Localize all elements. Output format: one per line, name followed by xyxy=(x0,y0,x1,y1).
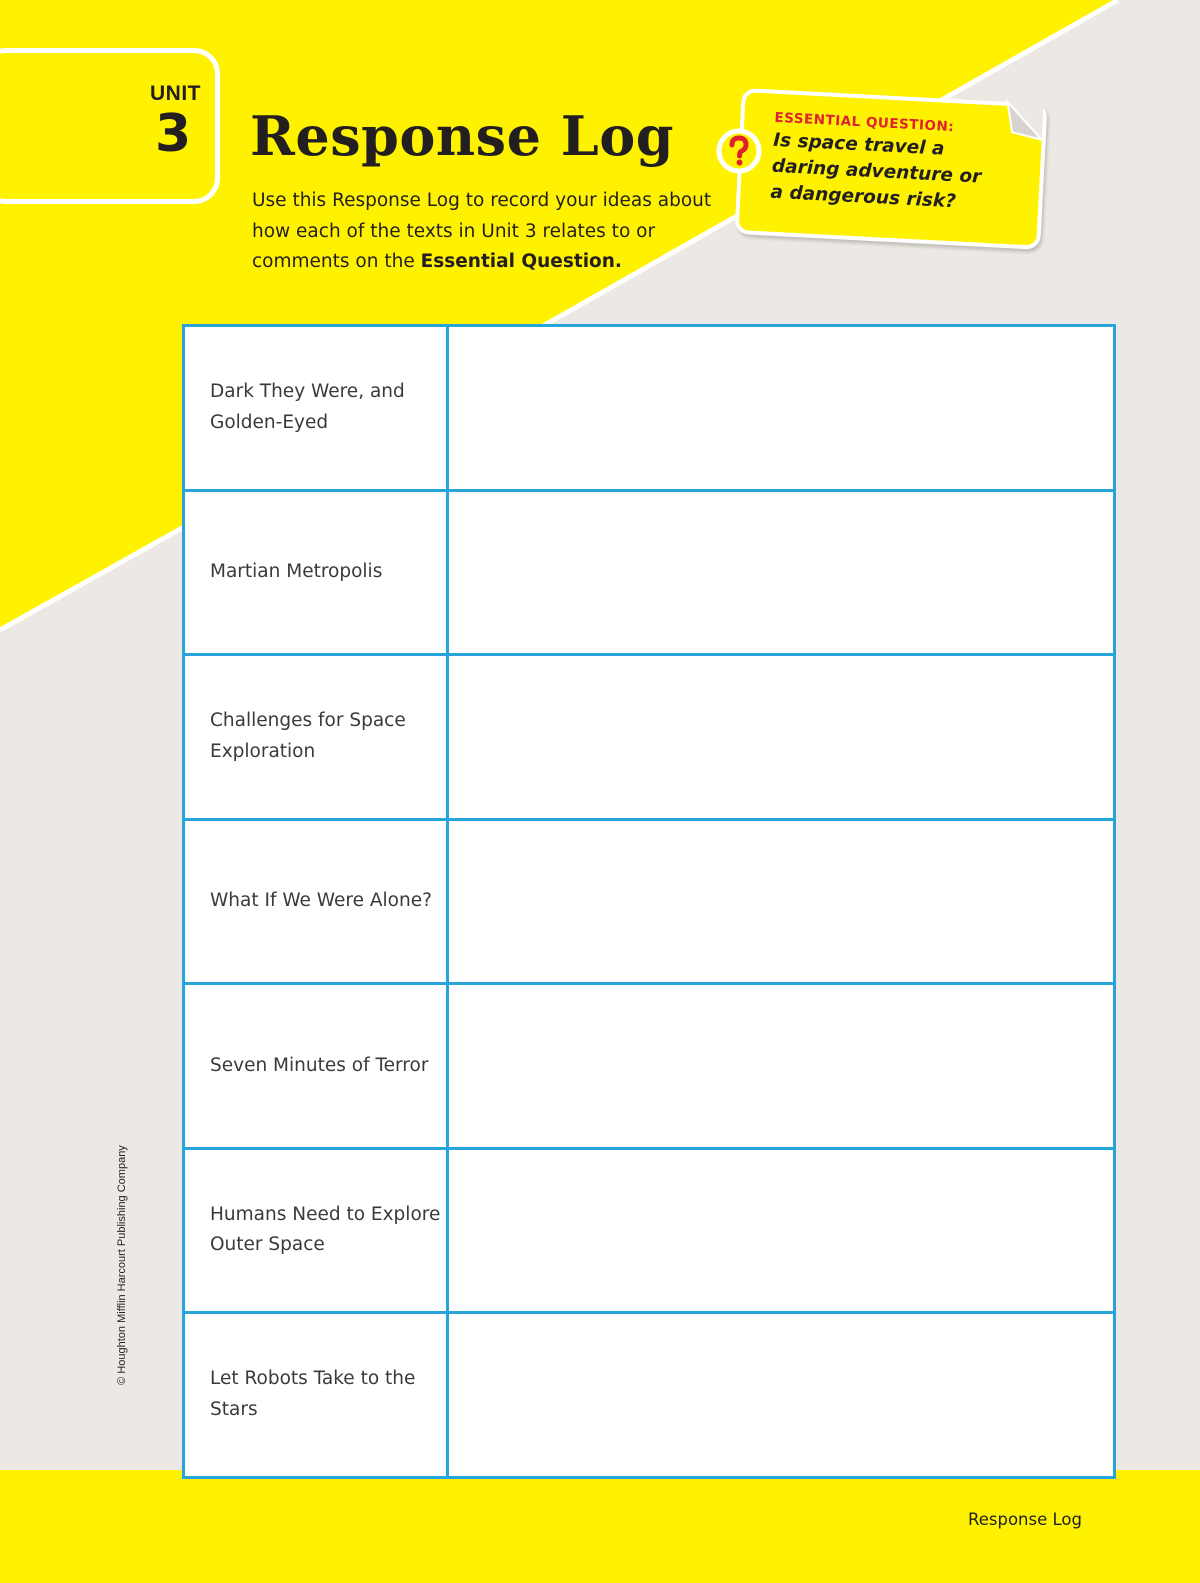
footer-label: Response Log xyxy=(968,1510,1082,1529)
text-title: Let Robots Take to the Stars xyxy=(184,1313,448,1478)
text-title: Humans Need to Explore Outer Space xyxy=(184,1148,448,1313)
unit-label: UNIT xyxy=(150,82,201,105)
text-title: Dark They Were, and Golden-Eyed xyxy=(184,326,448,491)
response-log-table xyxy=(182,324,1116,1479)
table-row xyxy=(184,1148,1115,1313)
text-title: Seven Minutes of Terror xyxy=(184,984,448,1149)
response-cell[interactable] xyxy=(448,819,1115,984)
response-cell[interactable] xyxy=(448,655,1115,820)
intro-text: Use this Response Log to record your ideas about how each of the texts in Unit 3 relates to or comments on the xyxy=(252,190,712,272)
response-cell[interactable] xyxy=(448,326,1115,491)
table-row xyxy=(184,490,1115,655)
table-row xyxy=(184,819,1115,984)
response-cell[interactable] xyxy=(448,490,1115,655)
table-row xyxy=(184,655,1115,820)
response-cell[interactable] xyxy=(448,1148,1115,1313)
table-row xyxy=(184,1313,1115,1478)
response-cell[interactable] xyxy=(448,984,1115,1149)
text-title: What If We Were Alone? xyxy=(184,819,448,984)
text-title: Challenges for Space Exploration xyxy=(184,655,448,820)
copyright-notice: © Houghton Mifflin Harcourt Publishing Company xyxy=(116,1145,128,1385)
question-mark-icon xyxy=(716,128,762,174)
table-row xyxy=(184,984,1115,1149)
unit-number: 3 xyxy=(155,104,192,164)
essential-question-heading: ESSENTIAL QUESTION: xyxy=(774,109,955,136)
essential-question-card xyxy=(735,88,1042,244)
table-row xyxy=(184,326,1115,491)
intro-paragraph xyxy=(252,186,722,278)
essential-question-text: Is space travel a daring adventure or a dangerous risk? xyxy=(770,129,982,213)
page-title: Response Log xyxy=(250,104,674,168)
intro-bold: Essential Question. xyxy=(420,251,622,272)
response-cell[interactable] xyxy=(448,1313,1115,1478)
text-title: Martian Metropolis xyxy=(184,490,448,655)
page-curl-icon xyxy=(1002,98,1048,144)
